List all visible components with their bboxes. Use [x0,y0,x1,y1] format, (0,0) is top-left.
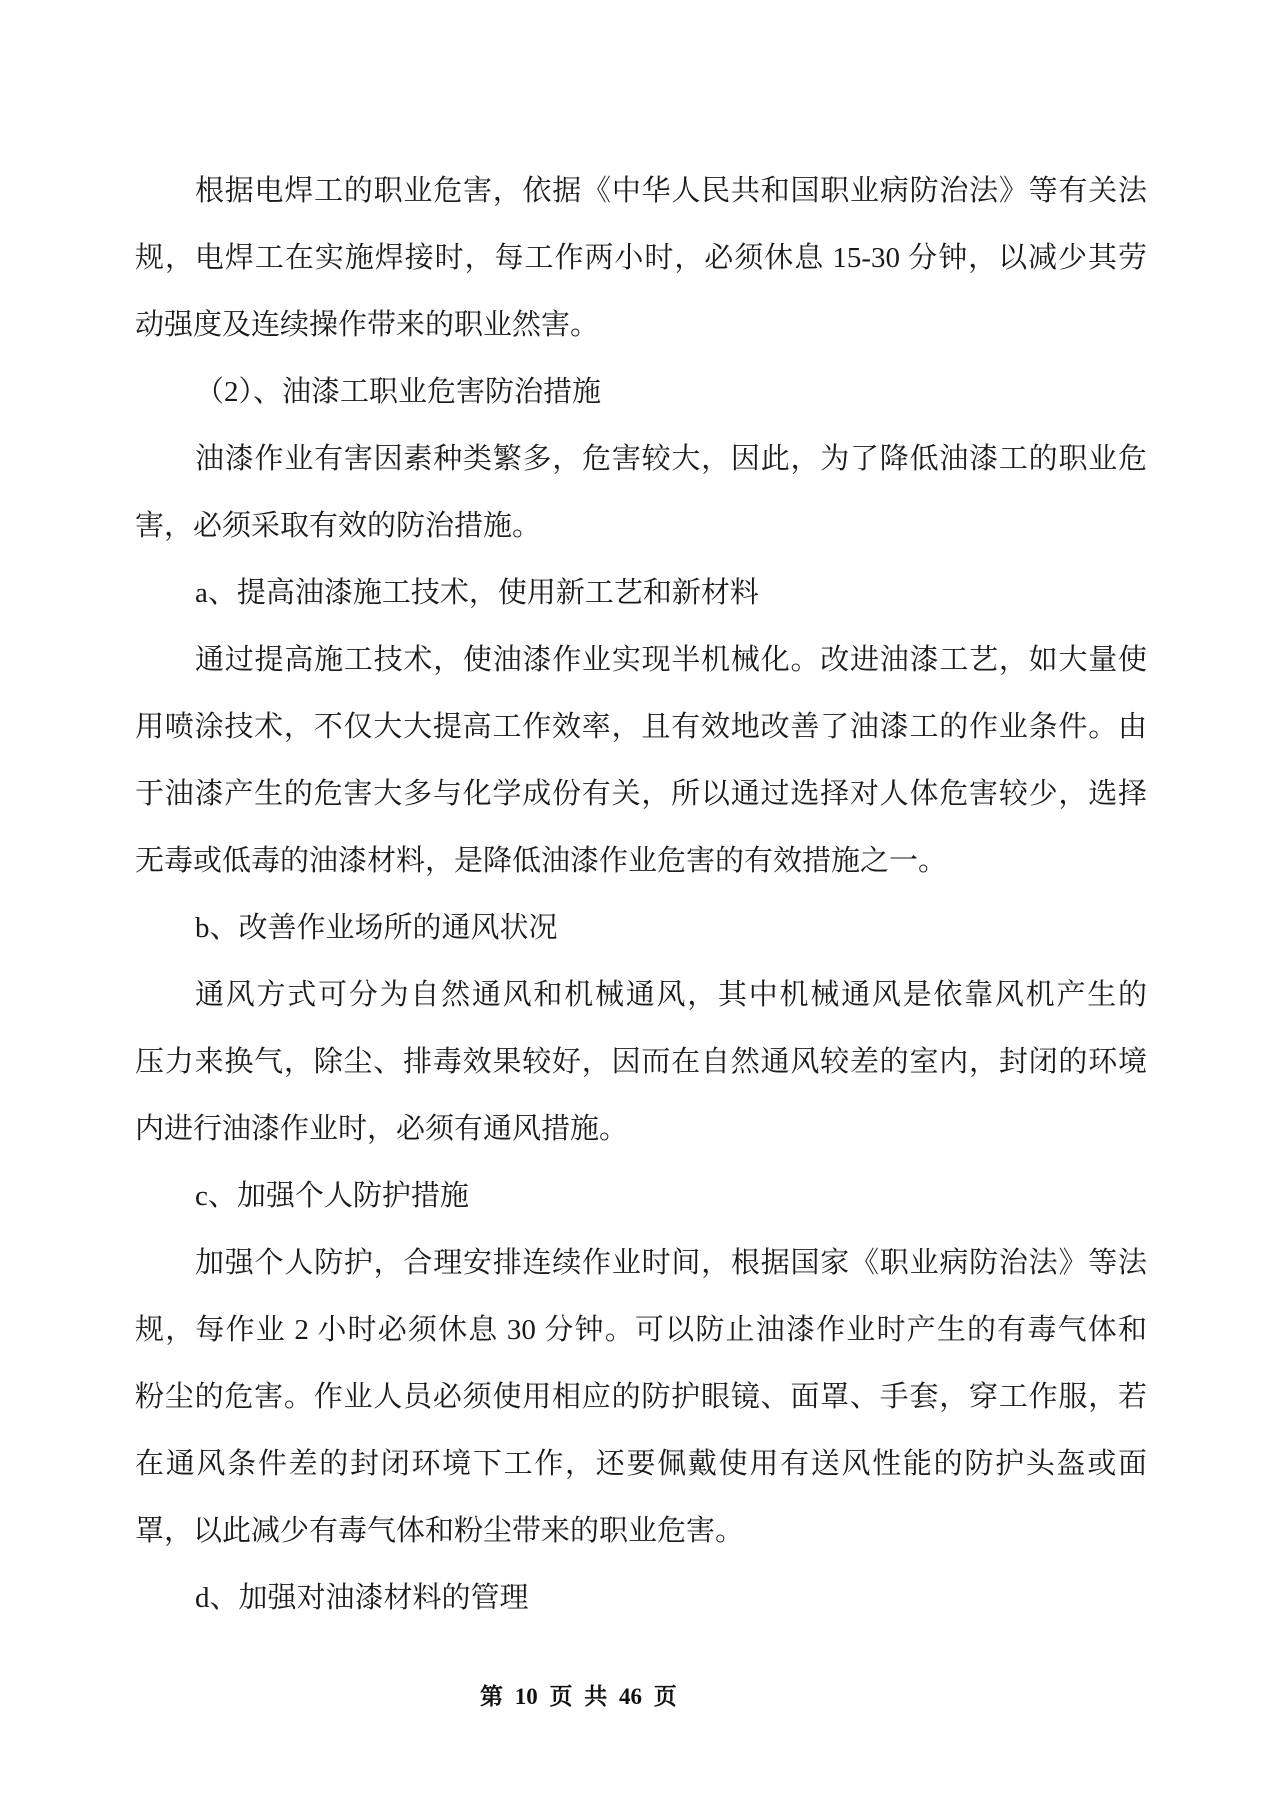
heading-line: （2）、油漆工职业危害防治措施 [195,376,602,408]
text-line: 规，电焊工在实施焊接时，每工作两小时，必须休息 15-30 分钟，以减少其劳 [135,242,1147,274]
text-line: 通过提高施工技术，使油漆作业实现半机械化。改进油漆工艺，如大量使 [195,644,1147,676]
page-footer: 第 10 页 共 46 页 [480,1684,677,1709]
heading-line: a、提高油漆施工技术，使用新工艺和新材料 [195,577,759,609]
text-line: 动强度及连续操作带来的职业然害。 [135,309,600,341]
text-line: 根据电焊工的职业危害，依据《中华人民共和国职业病防治法》等有关法 [195,175,1147,207]
text-line: 害，必须采取有效的防治措施。 [135,510,542,542]
heading-line: c、加强个人防护措施 [195,1180,469,1212]
text-line: 内进行油漆作业时，必须有通风措施。 [135,1113,629,1145]
text-line: 通风方式可分为自然通风和机械通风，其中机械通风是依靠风机产生的 [195,979,1147,1011]
text-line: 罩，以此减少有毒气体和粉尘带来的职业危害。 [135,1515,745,1547]
text-line: 在通风条件差的封闭环境下工作，还要佩戴使用有送风性能的防护头盔或面 [135,1448,1147,1480]
text-line: 油漆作业有害因素种类繁多，危害较大，因此，为了降低油漆工的职业危 [195,443,1147,475]
heading-line: b、改善作业场所的通风状况 [195,912,558,944]
text-line: 压力来换气，除尘、排毒效果较好，因而在自然通风较差的室内，封闭的环境 [135,1046,1147,1078]
text-line: 规，每作业 2 小时必须休息 30 分钟。可以防止油漆作业时产生的有毒气体和 [135,1314,1147,1346]
text-line: 加强个人防护，合理安排连续作业时间，根据国家《职业病防治法》等法 [195,1247,1147,1279]
text-line: 用喷涂技术，不仅大大提高工作效率，且有效地改善了油漆工的作业条件。由 [135,711,1147,743]
heading-line: d、加强对油漆材料的管理 [195,1582,529,1614]
text-line: 于油漆产生的危害大多与化学成份有关，所以通过选择对人体危害较少，选择 [135,778,1147,810]
text-line: 无毒或低毒的油漆材料，是降低油漆作业危害的有效措施之一。 [135,845,948,877]
text-line: 粉尘的危害。作业人员必须使用相应的防护眼镜、面罩、手套，穿工作服，若 [135,1381,1147,1413]
document-body [135,158,1147,1632]
